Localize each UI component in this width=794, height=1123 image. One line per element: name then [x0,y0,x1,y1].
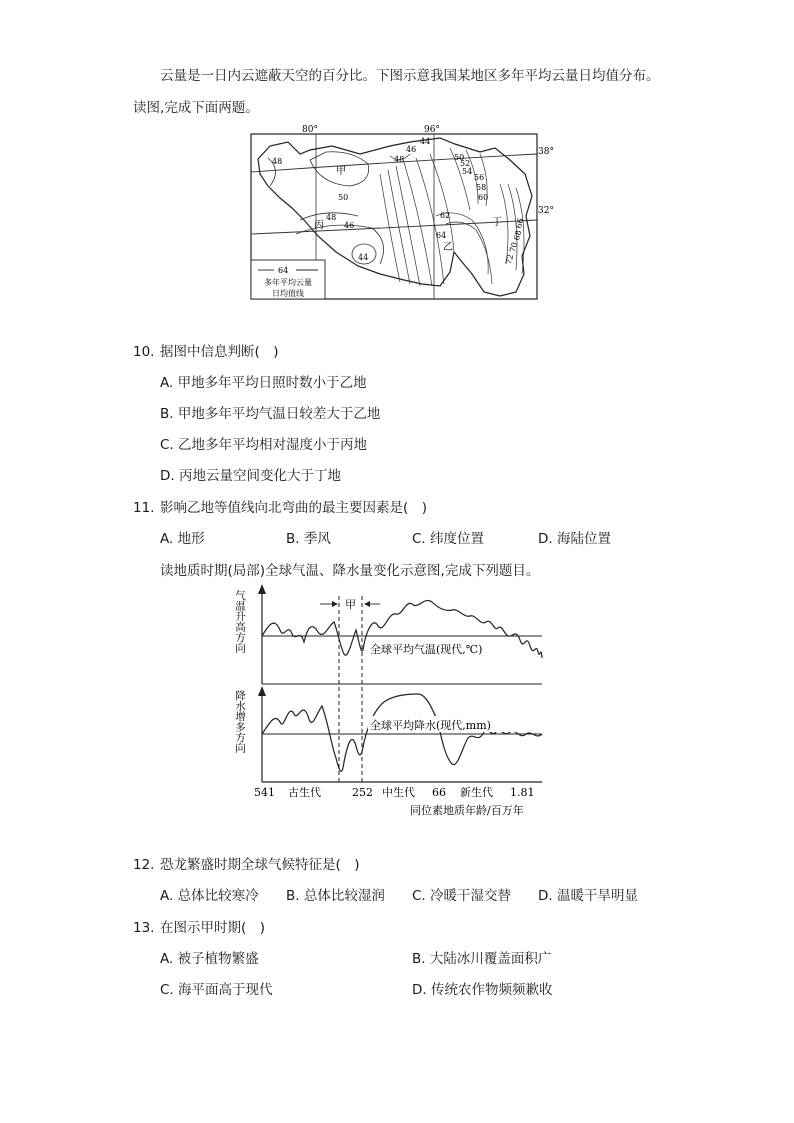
iso-label: 60 [478,193,489,202]
q12-option-d[interactable]: D. 温暖干旱明显 [538,888,638,904]
legend-value: 64 [278,266,289,275]
place-label-ding: 丁 [492,217,502,228]
iso-label: 48 [272,157,283,166]
lon-label: 96° [424,125,440,135]
q13-stem: 在图示甲时期( ) [160,920,266,936]
iso-label: 44 [358,253,369,262]
intro-line-1: 云量是一日内云遮蔽天空的百分比。下图示意我国某地区多年平均云量日均值分布。 [160,68,660,84]
x-axis-title: 同位素地质年龄/百万年 [410,804,524,817]
q10-option-a[interactable]: A. 甲地多年平均日照时数小于乙地 [160,375,367,391]
iso-label: 50 [454,153,465,162]
climate-chart [228,582,568,822]
iso-label: 54 [462,167,473,176]
q12-option-b[interactable]: B. 总体比较湿润 [286,888,385,904]
iso-label: 70 [508,241,520,254]
iso-label: 58 [476,183,487,192]
q11-number: 11. [133,500,155,516]
q13-number: 13. [133,920,155,936]
q11-option-c[interactable]: C. 纬度位置 [412,531,485,547]
q13-option-c[interactable]: C. 海平面高于现代 [160,982,273,998]
q12-option-c[interactable]: C. 冷暖干湿交替 [412,888,512,904]
place-label-bing: 丙 [314,220,324,231]
q10-option-c[interactable]: C. 乙地多年平均相对湿度小于丙地 [160,437,368,453]
q11-option-b[interactable]: B. 季风 [286,531,331,547]
q10-option-b[interactable]: B. 甲地多年平均气温日较差大于乙地 [160,406,381,422]
iso-label: 50 [338,193,349,202]
q10-stem: 据图中信息判断( ) [160,344,279,360]
q11-stem: 影响乙地等值线向北弯曲的最主要因素是( ) [160,500,428,516]
iso-label: 48 [326,213,337,222]
iso-label: 56 [474,173,485,182]
cloud-cover-map [240,124,560,304]
intro-line-2: 读图,完成下面两题。 [133,100,259,116]
iso-label: 64 [436,231,447,240]
q13-option-b[interactable]: B. 大陆冰川覆盖面积广 [412,951,552,967]
q12-stem: 恐龙繁盛时期全球气候特征是( ) [160,857,360,873]
era-label: 新生代 [460,786,493,799]
q10-number: 10. [133,344,155,360]
place-label-jia: 甲 [336,166,346,177]
iso-label: 66 [514,217,526,230]
period-label-jia: 甲 [345,598,356,611]
q13-option-a[interactable]: A. 被子植物繁盛 [160,951,259,967]
x-tick-label: 252 [352,786,373,799]
x-tick-label: 1.81 [510,786,535,799]
lat-label: 32° [538,206,554,216]
series-label-temp: 全球平均气温(现代,℃) [370,643,483,656]
y-axis-label-precip: 降水增多方向 [234,690,246,753]
q12-number: 12. [133,857,155,873]
legend-text-1: 多年平均云量 [264,278,312,287]
iso-label: 46 [406,145,417,154]
iso-label: 68 [512,229,524,242]
q13-option-d[interactable]: D. 传统农作物频频歉收 [412,982,553,998]
y-axis-label-temp: 气温升高方向 [234,590,246,653]
iso-label: 72 [504,253,516,266]
legend-text-2: 日均值线 [272,289,304,298]
era-label: 中生代 [382,786,415,799]
x-tick-label: 541 [254,786,275,799]
iso-label: 44 [420,137,431,146]
era-label: 古生代 [288,786,321,799]
lat-label: 38° [538,147,554,157]
x-tick-label: 66 [432,786,446,799]
q11-option-a[interactable]: A. 地形 [160,531,205,547]
iso-label: 46 [344,221,355,230]
iso-label: 48 [394,155,405,164]
q11-option-d[interactable]: D. 海陆位置 [538,531,611,547]
place-label-yi: 乙 [443,242,453,253]
q12-option-a[interactable]: A. 总体比较寒冷 [160,888,259,904]
intro-2: 读地质时期(局部)全球气温、降水量变化示意图,完成下列题目。 [160,563,540,579]
precipitation-curve [262,694,542,771]
iso-label: 62 [440,211,451,220]
series-label-precip: 全球平均降水(现代,mm) [370,719,491,732]
lon-label: 80° [302,125,318,135]
iso-label: 52 [460,159,471,168]
q10-option-d[interactable]: D. 丙地云量空间变化大于丁地 [160,468,341,484]
